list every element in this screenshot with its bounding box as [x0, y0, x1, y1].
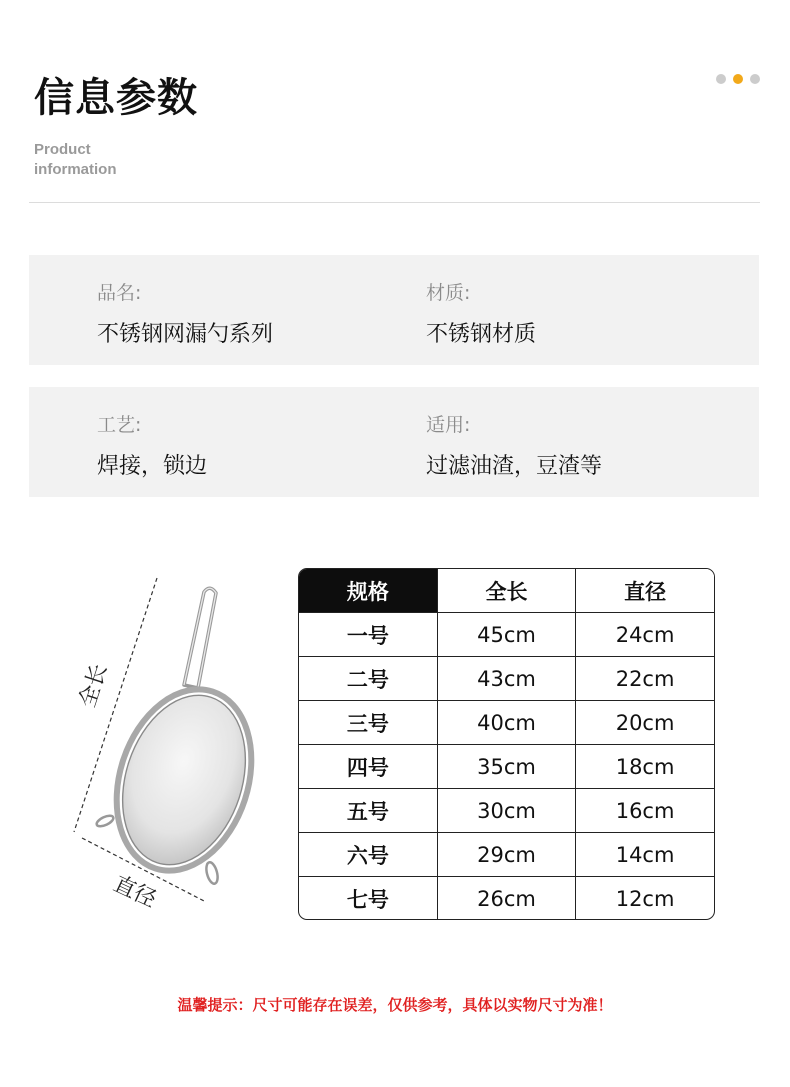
size-name: 四号 [299, 745, 437, 789]
carousel-dot[interactable] [716, 74, 726, 84]
diameter-value: 12cm [576, 877, 714, 921]
info-craft [97, 413, 207, 481]
size-name: 五号 [299, 789, 437, 833]
size-name: 一号 [299, 613, 437, 657]
info-label: 品名: [97, 282, 142, 304]
diameter-value: 18cm [576, 745, 714, 789]
size-name: 三号 [299, 701, 437, 745]
info-label: 材质: [426, 282, 471, 304]
info-value: 不锈钢材质 [426, 322, 537, 347]
table-row [299, 701, 714, 745]
carousel-dot[interactable] [750, 74, 760, 84]
info-label: 适用: [426, 414, 471, 436]
header-diameter: 直径 [576, 569, 714, 613]
table-row [299, 657, 714, 701]
length-value: 45cm [437, 613, 575, 657]
length-value: 30cm [437, 789, 575, 833]
diameter-value: 20cm [576, 701, 714, 745]
diameter-value: 14cm [576, 833, 714, 877]
strainer-handle [184, 588, 216, 688]
table-row [299, 613, 714, 657]
length-value: 29cm [437, 833, 575, 877]
info-band-2 [29, 387, 759, 497]
diameter-value: 24cm [576, 613, 714, 657]
strainer-size-diagram [60, 560, 300, 920]
table-row [299, 833, 714, 877]
info-material [426, 281, 536, 349]
info-label: 工艺: [97, 414, 142, 436]
size-warning-note: 温馨提示：尺寸可能存在误差，仅供参考，具体以实物尺寸为准！ [177, 996, 613, 1014]
info-value: 过滤油渣，豆渣等 [426, 454, 603, 479]
carousel-dot-active[interactable] [733, 74, 743, 84]
size-name: 二号 [299, 657, 437, 701]
page-title: 信息参数 [34, 75, 198, 121]
table-row [299, 877, 714, 921]
info-value: 焊接，锁边 [97, 454, 208, 479]
diameter-value: 16cm [576, 789, 714, 833]
size-table [298, 568, 715, 920]
carousel-dots [716, 74, 760, 84]
size-name: 六号 [299, 833, 437, 877]
info-product-name [97, 281, 273, 349]
info-value: 不锈钢网漏勺系列 [97, 322, 274, 347]
diameter-value: 22cm [576, 657, 714, 701]
table-row [299, 745, 714, 789]
strainer-ear-left [95, 814, 115, 829]
subtitle-line-2: information [34, 161, 117, 178]
header-size: 规格 [299, 569, 437, 613]
page-subtitle [34, 140, 117, 180]
table-row [299, 789, 714, 833]
strainer-ear-bottom [204, 861, 219, 885]
info-usage [426, 413, 602, 481]
header-divider [29, 202, 760, 203]
strainer-mesh [102, 679, 266, 880]
length-value: 43cm [437, 657, 575, 701]
subtitle-line-1: Product [34, 141, 91, 158]
header-length: 全长 [437, 569, 575, 613]
size-name: 七号 [299, 877, 437, 921]
table-header-row [299, 569, 714, 613]
length-label: 全长 [75, 661, 113, 711]
length-value: 35cm [437, 745, 575, 789]
diameter-label: 直径 [109, 871, 160, 913]
length-value: 26cm [437, 877, 575, 921]
info-band-1 [29, 255, 759, 365]
length-value: 40cm [437, 701, 575, 745]
